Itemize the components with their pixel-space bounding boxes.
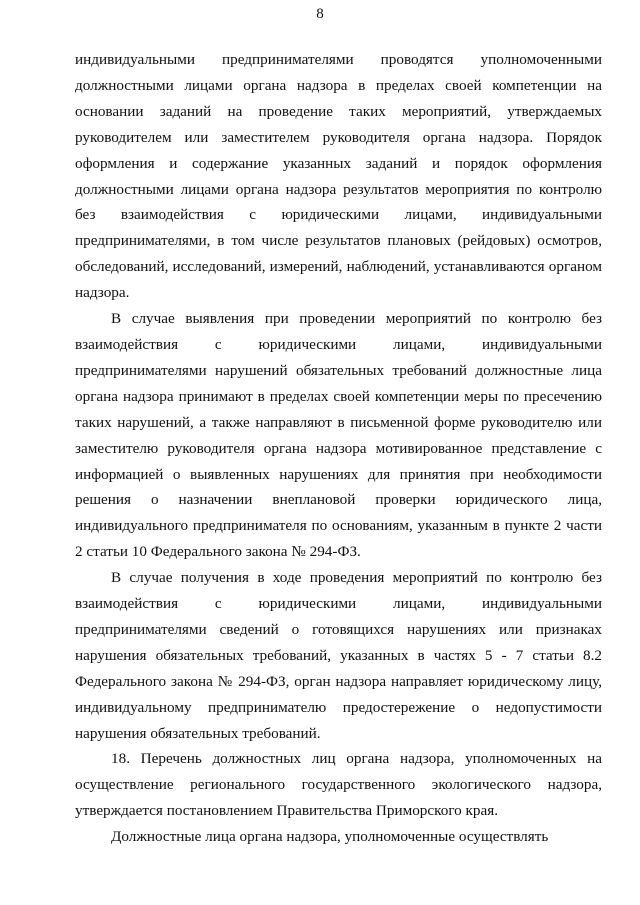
page-number: 8 [316,6,324,22]
paragraph-2: В случае выявления при проведении мероприятий по контролю без взаимодействия с юридическими лицами, индивидуальными предпринимателями нарушений обязательных требований должностные лица органа надзора принимают в пределах своей компетенции меры по пресечению таких нарушений, а также направляют в письменной форме руководителю или заместителю руководителя органа надзора мотивированное представление с информацией о выявленных нарушениях для принятия при необходимости решения о назначении внеплановой проверки юридического лица, индивидуального предпринимателя по основаниям, указанным в пункте 2 части 2 статьи 10 Федерального закона № 294-ФЗ. [75,310,602,561]
paragraph-5: Должностные лица органа надзора, уполномоченные осуществлять [111,828,549,846]
document-body [75,47,602,850]
paragraph-3: В случае получения в ходе проведения мероприятий по контролю без взаимодействия с юридическими лицами, индивидуальными предпринимателями сведений о готовящихся нарушениях или признаках нарушения обязательных требований, указанных в частях 5 - 7 статьи 8.2 Федерального закона № 294-ФЗ, орган надзора направляет юридическому лицу, индивидуальному предпринимателю предостережение о недопустимости нарушения обязательных требований. [75,569,602,742]
paragraph-4: 18. Перечень должностных лиц органа надзора, уполномоченных на осуществление регионального государственного экологического надзора, утверждается постановлением Правительства Приморского края. [75,750,602,820]
paragraph-1: индивидуальными предпринимателями проводятся уполномоченными должностными лицами органа надзора в пределах своей компетенции на основании заданий на проведение таких мероприятий, утверждаемых руководителем или заместителем руководителя органа надзора. Порядок оформления и содержание указанных заданий и порядок оформления должностными лицами органа надзора результатов мероприятия по контролю без взаимодействия с юридическими лицами, индивидуальными предпринимателями, в том числе результатов плановых (рейдовых) осмотров, обследований, исследований, измерений, наблюдений, устанавливаются органом надзора. [75,51,602,302]
